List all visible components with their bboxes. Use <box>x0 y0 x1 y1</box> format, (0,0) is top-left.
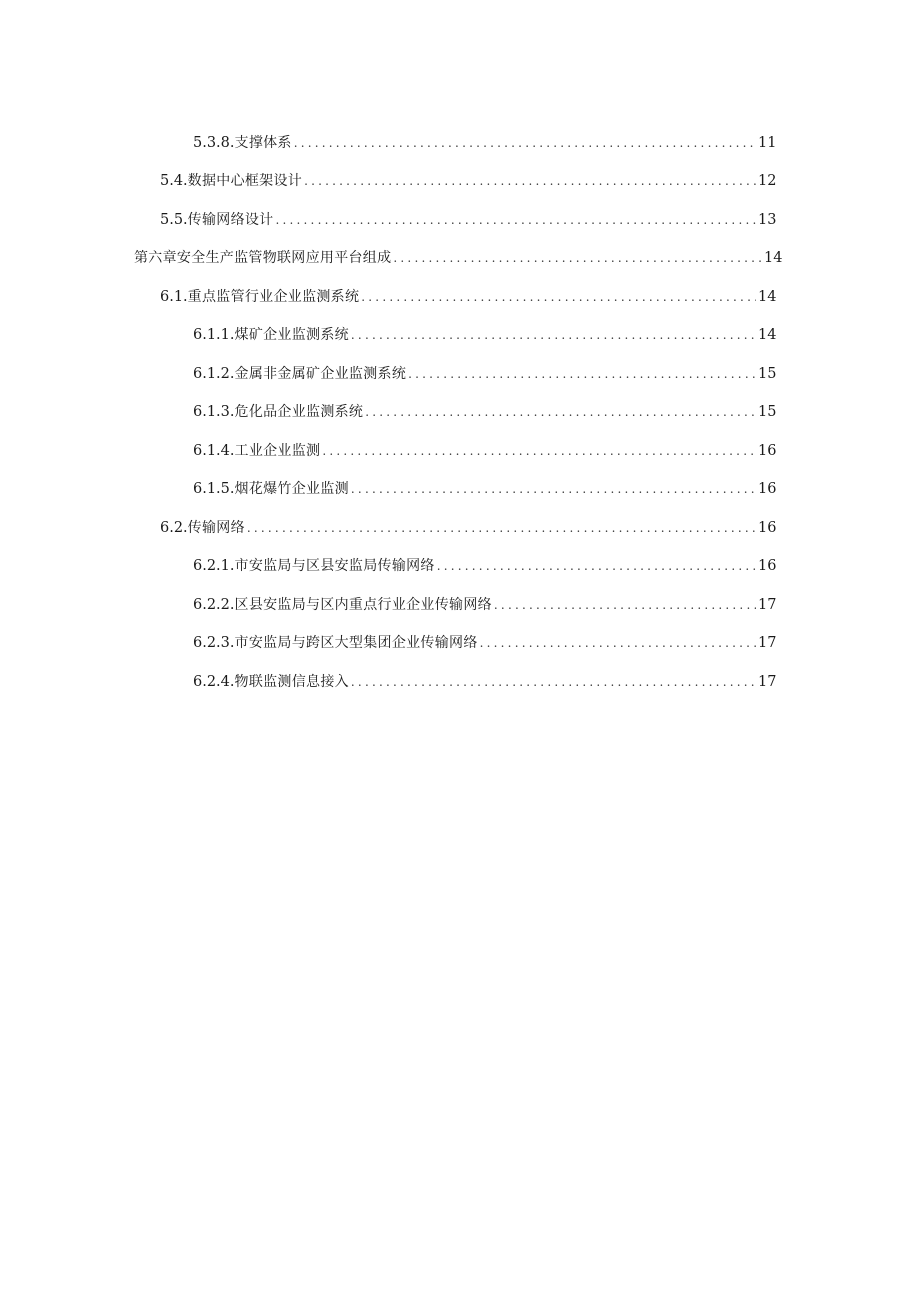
toc-entry-6-2-1[interactable] <box>193 551 776 581</box>
toc-entry-title: 数据中心框架设计 <box>187 173 303 189</box>
toc-dot-leader <box>437 551 756 581</box>
toc-entry-number: 6.1. <box>160 289 188 305</box>
toc-entry-title: 市安监局与区县安监局传输网络 <box>234 558 435 574</box>
toc-dot-leader <box>393 243 762 273</box>
toc-entry-6-1-4[interactable] <box>193 436 776 466</box>
toc-entry-number: 6.2.1. <box>193 558 235 574</box>
toc-entry-title: 传输网络设计 <box>187 212 274 228</box>
toc-entry-page: 11 <box>758 135 777 151</box>
toc-entry-title: 支撑体系 <box>234 135 292 151</box>
toc-dot-leader <box>365 397 756 427</box>
toc-entry-page: 17 <box>758 597 777 613</box>
toc-entry-number: 5.3.8. <box>193 135 235 151</box>
toc-entry-page: 16 <box>758 443 777 459</box>
toc-entry-title: 危化品企业监测系统 <box>234 404 364 420</box>
toc-entry-page: 15 <box>758 366 777 382</box>
toc-entry-5-3-8[interactable] <box>193 128 776 158</box>
toc-entry-5-4[interactable] <box>160 166 776 196</box>
toc-entry-number: 6.2. <box>160 520 188 536</box>
toc-entry-6-2-2[interactable] <box>193 590 776 620</box>
toc-entry-number: 5.5. <box>160 212 188 228</box>
toc-entry-6-1-1[interactable] <box>193 320 776 350</box>
toc-dot-leader <box>480 628 756 658</box>
toc-dot-leader <box>304 166 756 196</box>
toc-entry-5-5[interactable] <box>160 205 776 235</box>
toc-entry-title: 煤矿企业监测系统 <box>234 327 349 343</box>
toc-entry-page: 14 <box>758 327 777 343</box>
toc-entry-6-2[interactable] <box>160 513 776 543</box>
toc-entry-page: 14 <box>758 289 777 305</box>
toc-entry-chapter-6[interactable] <box>134 243 782 273</box>
toc-entry-6-2-3[interactable] <box>193 628 776 658</box>
toc-entry-page: 15 <box>758 404 777 420</box>
toc-entry-number: 6.1.2. <box>193 366 235 382</box>
toc-entry-page: 13 <box>758 212 777 228</box>
toc-entry-number: 6.1.3. <box>193 404 235 420</box>
toc-entry-6-2-4[interactable] <box>193 667 776 697</box>
toc-dot-leader <box>322 436 756 466</box>
toc-dot-leader <box>408 359 756 389</box>
toc-entry-page: 17 <box>758 635 777 651</box>
toc-entry-number: 6.1.1. <box>193 327 235 343</box>
toc-entry-title: 第六章安全生产监管物联网应用平台组成 <box>134 250 392 266</box>
toc-entry-number: 6.1.4. <box>193 443 235 459</box>
toc-entry-number: 6.2.4. <box>193 674 235 690</box>
toc-entry-number: 6.2.3. <box>193 635 235 651</box>
toc-entry-title: 市安监局与跨区大型集团企业传输网络 <box>234 635 478 651</box>
toc-entry-6-1-2[interactable] <box>193 359 776 389</box>
toc-entry-title: 工业企业监测 <box>234 443 321 459</box>
toc-entry-title: 区县安监局与区内重点行业企业传输网络 <box>234 597 492 613</box>
toc-dot-leader <box>351 667 756 697</box>
toc-entry-title: 金属非金属矿企业监测系统 <box>234 366 407 382</box>
toc-entry-page: 16 <box>758 481 777 497</box>
toc-entry-title: 烟花爆竹企业监测 <box>234 481 349 497</box>
toc-entry-number: 6.2.2. <box>193 597 235 613</box>
toc-dot-leader <box>247 513 756 543</box>
toc-entry-6-1-3[interactable] <box>193 397 776 427</box>
toc-dot-leader <box>294 128 756 158</box>
toc-entry-page: 14 <box>764 250 783 266</box>
toc-entry-page: 17 <box>758 674 777 690</box>
toc-entry-page: 16 <box>758 520 777 536</box>
toc-entry-title: 传输网络 <box>187 520 245 536</box>
toc-entry-6-1-5[interactable] <box>193 474 776 504</box>
toc-dot-leader <box>275 205 756 235</box>
toc-entry-title: 重点监管行业企业监测系统 <box>187 289 360 305</box>
toc-entry-number: 6.1.5. <box>193 481 235 497</box>
toc-dot-leader <box>494 590 756 620</box>
toc-entry-number: 5.4. <box>160 173 188 189</box>
toc-dot-leader <box>361 282 756 312</box>
toc-dot-leader <box>351 320 756 350</box>
toc-entry-title: 物联监测信息接入 <box>234 674 349 690</box>
toc-entry-page: 16 <box>758 558 777 574</box>
toc-entry-page: 12 <box>758 173 777 189</box>
toc-dot-leader <box>351 474 756 504</box>
toc-entry-6-1[interactable] <box>160 282 776 312</box>
